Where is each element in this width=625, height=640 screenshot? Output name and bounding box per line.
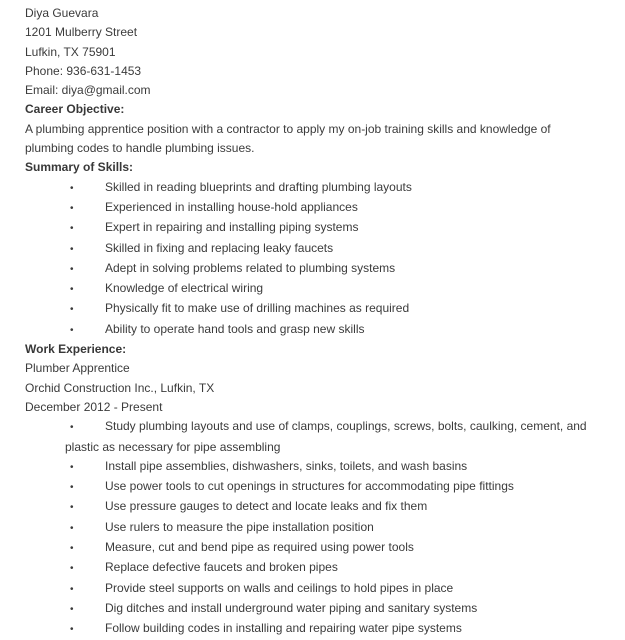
contact-address-line1: 1201 Mulberry Street	[25, 25, 138, 40]
skill-item	[25, 320, 597, 340]
bullet-icon: •	[70, 422, 74, 434]
skill-item	[25, 198, 597, 218]
bullet-icon: •	[70, 324, 74, 336]
company-name: Orchid Construction Inc., Lufkin, TX	[25, 380, 215, 395]
experience-item-text: Replace defective faucets and broken pipes	[105, 560, 338, 575]
bullet-icon: •	[70, 223, 74, 235]
experience-item	[25, 558, 597, 578]
skill-item-text: Expert in repairing and installing piping systems	[105, 220, 359, 235]
bullet-icon: •	[70, 603, 74, 615]
skill-item-text: Skilled in reading blueprints and drafting plumbing layouts	[105, 179, 412, 194]
employment-dates: December 2012 - Present	[25, 399, 163, 414]
bullet-icon: •	[70, 461, 74, 473]
experience-item-text: Follow building codes in installing and repairing water pipe systems	[105, 621, 462, 636]
experience-item-text: Use rulers to measure the pipe installation position	[105, 519, 374, 534]
contact-name: Diya Guevara	[25, 6, 99, 20]
skill-item-text: Ability to operate hand tools and grasp new skills	[105, 321, 365, 336]
experience-item	[25, 619, 597, 639]
experience-item	[25, 497, 597, 517]
skill-item-text: Adept in solving problems related to plumbing systems	[105, 260, 396, 275]
experience-item-text: Install pipe assemblies, dishwashers, sinks, toilets, and wash basins	[105, 458, 468, 473]
job-title: Plumber Apprentice	[25, 361, 130, 376]
experience-item-text: Use power tools to cut openings in structures for accommodating pipe fittings	[105, 479, 514, 494]
experience-item-text: Dig ditches and install underground water piping and sanitary systems	[105, 600, 478, 615]
bullet-icon: •	[70, 304, 74, 316]
experience-item	[25, 477, 597, 497]
skill-item	[25, 218, 597, 238]
bullet-icon: •	[70, 502, 74, 514]
skill-item-text: Knowledge of electrical wiring	[105, 281, 264, 296]
skill-item	[25, 259, 597, 279]
skill-item-text: Experienced in installing house-hold appliances	[105, 199, 358, 214]
bullet-icon: •	[70, 202, 74, 214]
experience-item-text: Use pressure gauges to detect and locate leaks and fix them	[105, 499, 428, 514]
experience-list	[25, 417, 597, 639]
experience-item	[25, 518, 597, 538]
experience-item	[25, 538, 597, 558]
experience-item-text: Measure, cut and bend pipe as required using power tools	[105, 540, 414, 555]
bullet-icon: •	[70, 563, 74, 575]
experience-item-text: Study plumbing layouts and use of clamps, couplings, screws, bolts, caulking, cement, and plastic as necessary for pipe assembling	[65, 419, 587, 454]
bullet-icon: •	[70, 284, 74, 296]
skill-item	[25, 279, 597, 299]
skill-item-text: Physically fit to make use of drilling machines as required	[105, 301, 410, 316]
career-objective-heading: Career Objective:	[25, 102, 125, 117]
experience-item	[25, 417, 597, 457]
skill-item-text: Skilled in fixing and replacing leaky faucets	[105, 240, 334, 255]
contact-phone: Phone: 936-631-1453	[25, 63, 142, 78]
bullet-icon: •	[70, 263, 74, 275]
bullet-icon: •	[70, 182, 74, 194]
career-objective-text: A plumbing apprentice position with a contractor to apply my on-job training skills and knowledge of plumbing codes to handle plumbing issues.	[25, 121, 551, 156]
contact-email: Email: diya@gmail.com	[25, 83, 151, 98]
bullet-icon: •	[70, 482, 74, 494]
experience-item-text: Provide steel supports on walls and ceilings to hold pipes in place	[105, 580, 454, 595]
skill-item	[25, 178, 597, 198]
contact-block	[25, 4, 597, 100]
bullet-icon: •	[70, 624, 74, 636]
skill-item	[25, 299, 597, 319]
skill-item	[25, 239, 597, 259]
experience-item	[25, 599, 597, 619]
skills-heading: Summary of Skills:	[25, 160, 134, 175]
bullet-icon: •	[70, 583, 74, 595]
experience-item	[25, 457, 597, 477]
bullet-icon: •	[70, 522, 74, 534]
contact-address-line2: Lufkin, TX 75901	[25, 44, 116, 59]
skills-list	[25, 178, 597, 340]
bullet-icon: •	[70, 243, 74, 255]
experience-item	[25, 579, 597, 599]
bullet-icon: •	[70, 543, 74, 555]
experience-heading: Work Experience:	[25, 342, 127, 357]
